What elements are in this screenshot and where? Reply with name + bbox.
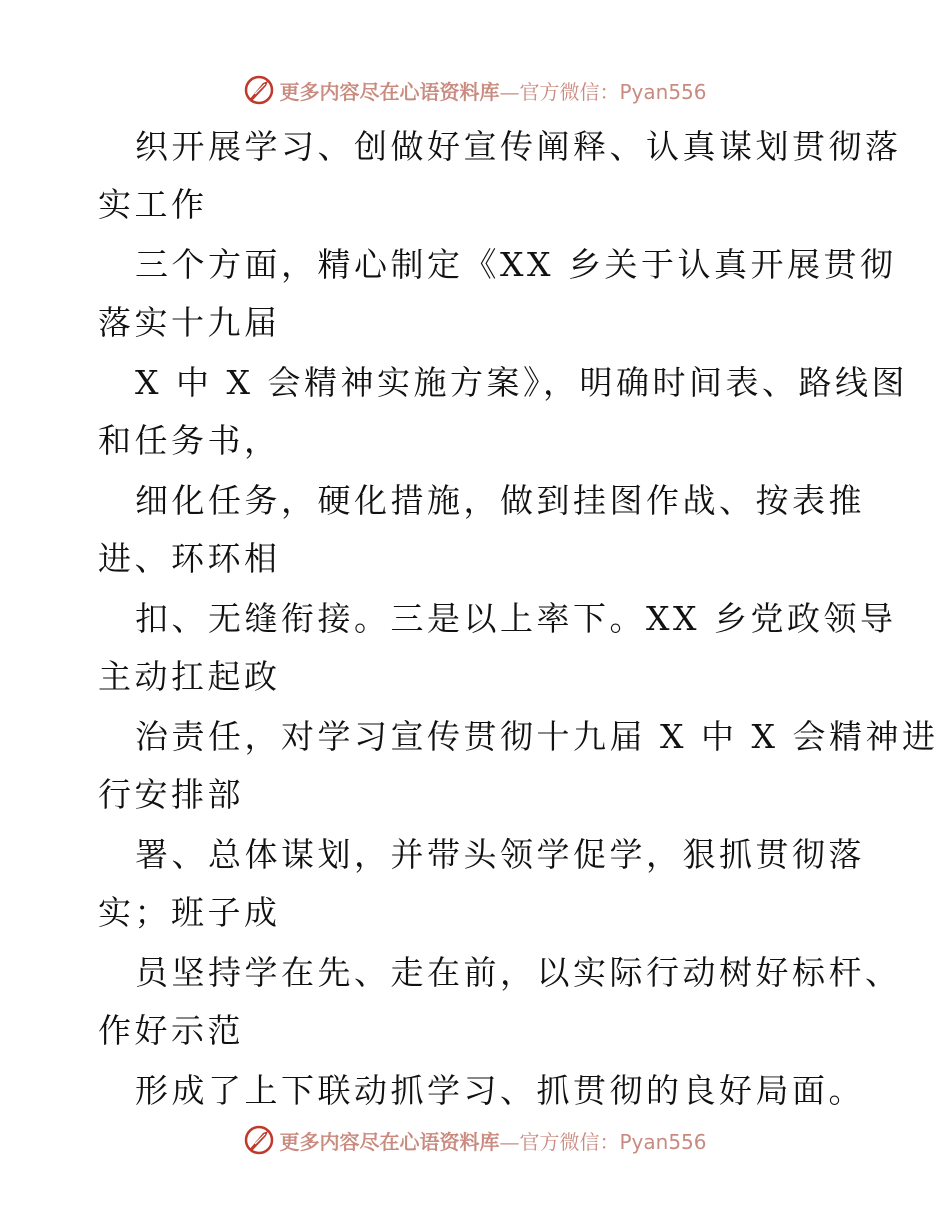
paragraph-line: 进、环环相 [98, 539, 281, 578]
footer-watermark-banner [0, 1120, 950, 1160]
paragraph-line: 形成了上下联动抓学习、抓贯彻的良好局面。 [135, 1071, 865, 1110]
header-banner-id: Pyan556 [619, 79, 707, 104]
header-banner-wechat: 官方微信： [519, 79, 620, 104]
paragraph-line: 员坚持学在先、走在前，以实际行动树好标杆、 [135, 953, 902, 992]
paragraph-line: 扣、无缝衔接。三是以上率下。XX 乡党政领导 [135, 599, 897, 638]
header-watermark-banner [0, 70, 950, 110]
paragraph-line: 和任务书， [98, 421, 281, 460]
paragraph-line: 落实十九届 [98, 303, 281, 342]
footer-banner-main: 更多内容尽在心语资料库 [279, 1129, 500, 1154]
header-banner-dash: — [499, 79, 520, 104]
paragraph-line: 治责任，对学习宣传贯彻十九届 X 中 X 会精神进 [135, 717, 939, 756]
paragraph-line: 实；班子成 [98, 893, 281, 932]
footer-banner-dash: — [499, 1129, 520, 1154]
paragraph-line: 行安排部 [98, 775, 244, 814]
footer-banner-id: Pyan556 [619, 1129, 707, 1154]
quill-logo-icon [243, 1124, 275, 1156]
paragraph-line: 实工作 [98, 185, 208, 224]
paragraph-line: 作好示范 [98, 1011, 244, 1050]
paragraph-line: X 中 X 会精神实施方案》，明确时间表、路线图 [135, 363, 908, 402]
footer-banner-wechat: 官方微信： [519, 1129, 620, 1154]
paragraph-line: 署、总体谋划，并带头领学促学，狠抓贯彻落 [135, 835, 865, 874]
paragraph-line: 细化任务，硬化措施，做到挂图作战、按表推 [135, 481, 865, 520]
quill-logo-icon [243, 74, 275, 106]
paragraph-line: 主动扛起政 [98, 657, 281, 696]
header-banner-main: 更多内容尽在心语资料库 [279, 79, 500, 104]
paragraph-line: 三个方面，精心制定《XX 乡关于认真开展贯彻 [135, 245, 897, 284]
paragraph-line: 织开展学习、创做好宣传阐释、认真谋划贯彻落 [135, 127, 902, 166]
